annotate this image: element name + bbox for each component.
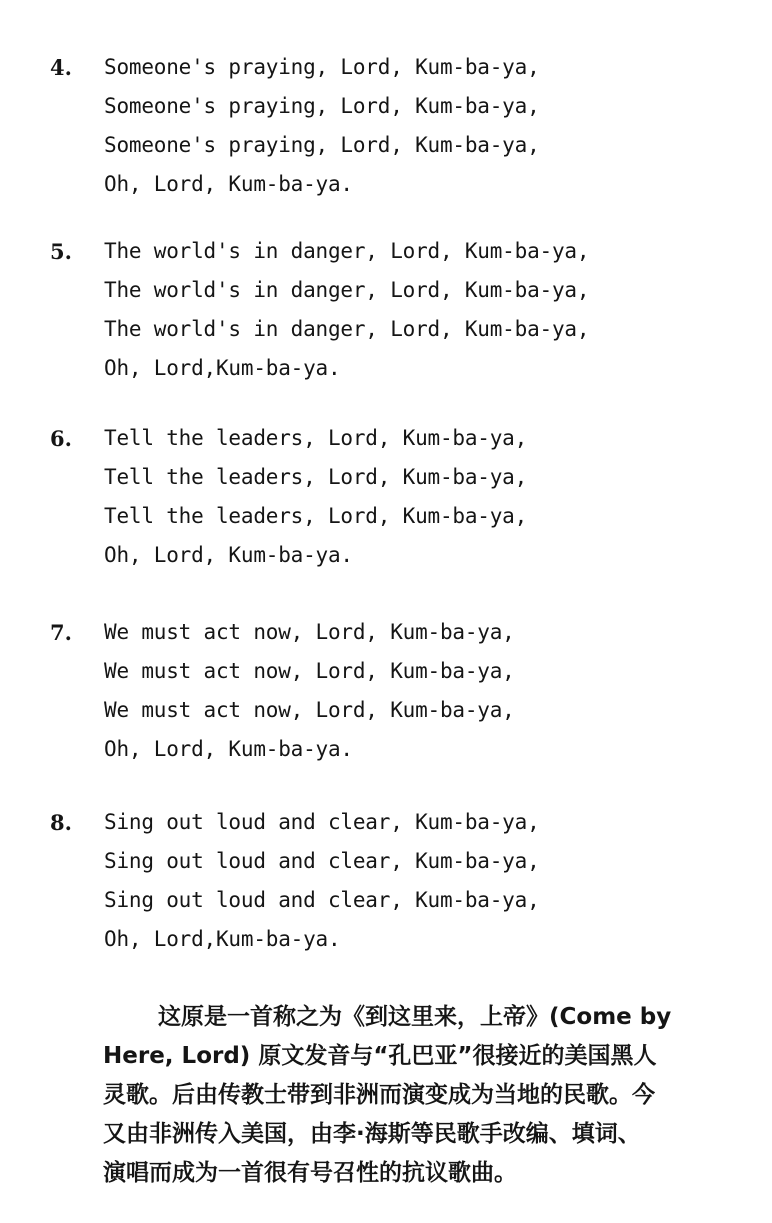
verse-number: 4.: [50, 55, 72, 80]
verse-7: [50, 613, 515, 769]
lyric-line: Someone's praying, Lord, Kum-ba-ya,: [104, 55, 540, 79]
lyric-line: Tell the leaders, Lord, Kum-ba-ya,: [104, 426, 528, 450]
lyric-line: Sing out loud and clear, Kum-ba-ya,: [104, 849, 540, 873]
verse-6: [50, 419, 527, 575]
lyric-line: Sing out loud and clear, Kum-ba-ya,: [104, 810, 540, 834]
commentary-line: 灵歌。后由传教士带到非洲而演变成为当地的民歌。今: [103, 1082, 655, 1108]
lyric-line: Tell the leaders, Lord, Kum-ba-ya,: [104, 465, 528, 489]
lyric-line: Sing out loud and clear, Kum-ba-ya,: [104, 888, 540, 912]
verse-number: 5.: [50, 239, 72, 264]
commentary-line: 又由非洲传入美国，由李·海斯等民歌手改编、填词、: [103, 1121, 641, 1147]
verse-number: 8.: [50, 810, 72, 835]
lyric-line: We must act now, Lord, Kum-ba-ya,: [104, 698, 515, 722]
lyric-line: The world's in danger, Lord, Kum-ba-ya,: [104, 239, 590, 263]
lyric-line: The world's in danger, Lord, Kum-ba-ya,: [104, 278, 590, 302]
lyric-line: Oh, Lord, Kum-ba-ya.: [104, 737, 353, 761]
commentary-line: Here, Lord) 原文发音与“孔巴亚”很接近的美国黑人: [103, 1043, 657, 1069]
lyric-line: Tell the leaders, Lord, Kum-ba-ya,: [104, 504, 528, 528]
commentary-line: 演唱而成为一首很有号召性的抗议歌曲。: [103, 1160, 517, 1186]
lyric-line: We must act now, Lord, Kum-ba-ya,: [104, 659, 515, 683]
lyric-line: Oh, Lord, Kum-ba-ya.: [104, 543, 353, 567]
lyric-line: We must act now, Lord, Kum-ba-ya,: [104, 620, 515, 644]
verse-5: [50, 232, 589, 388]
lyric-line: Oh, Lord,Kum-ba-ya.: [104, 356, 341, 380]
commentary-line: 这原是一首称之为《到这里来，上帝》(Come by: [158, 1004, 672, 1030]
lyric-line: Someone's praying, Lord, Kum-ba-ya,: [104, 133, 540, 157]
verse-8: [50, 803, 540, 959]
lyric-line: Oh, Lord,Kum-ba-ya.: [104, 927, 341, 951]
verse-number: 7.: [50, 620, 72, 645]
commentary-paragraph: [103, 998, 738, 1193]
lyric-line: The world's in danger, Lord, Kum-ba-ya,: [104, 317, 590, 341]
verse-number: 6.: [50, 426, 72, 451]
lyric-line: Someone's praying, Lord, Kum-ba-ya,: [104, 94, 540, 118]
lyric-line: Oh, Lord, Kum-ba-ya.: [104, 172, 353, 196]
verse-4: [50, 48, 540, 204]
